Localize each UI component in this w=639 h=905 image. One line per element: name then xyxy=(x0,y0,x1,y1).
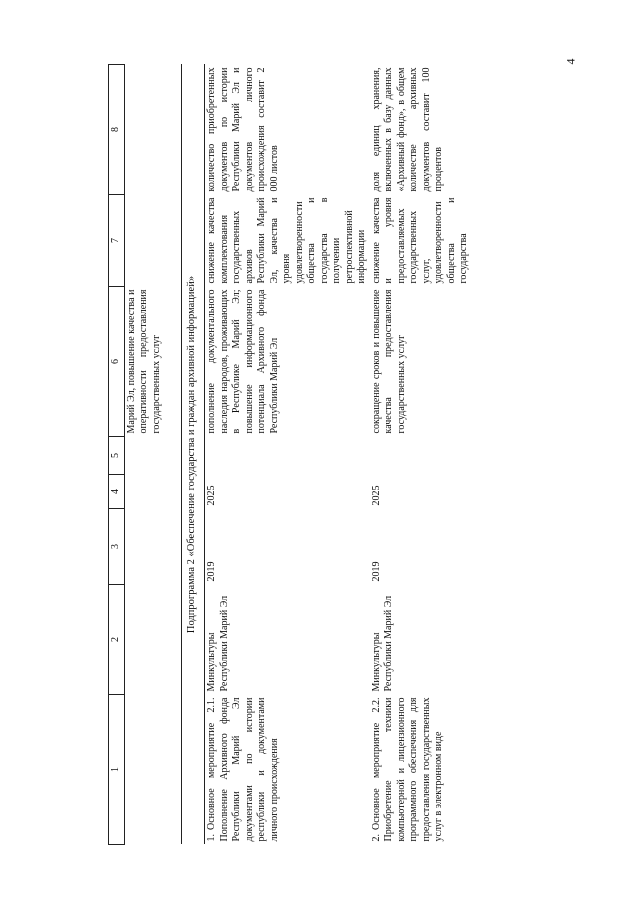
executor-cell: Минкультуры Республики Марий Эл xyxy=(370,595,394,692)
measure-text: Основное мероприятие 2.1. Пополнение Архивного фонда Республики Марий Эл документами по истории республики и документами личного происхождения xyxy=(206,697,280,842)
table-row xyxy=(205,65,370,845)
column-number: 4 xyxy=(109,475,125,509)
column-number: 2 xyxy=(109,585,125,695)
result-cell: сокращение сроков и повышение качества предоставления государственных услуг xyxy=(370,289,407,434)
column-number: 3 xyxy=(109,509,125,585)
rotated-table-page xyxy=(108,65,628,845)
table-row xyxy=(370,65,492,845)
program-table xyxy=(108,64,492,845)
start-year-cell: 2019 xyxy=(370,561,382,582)
continuation-row xyxy=(124,65,181,845)
result-cell: пополнение документального наследия народов, проживающих в Республике Марий Эл; повышение информационного потенциала Архивного фонда Республики Марий Эл xyxy=(206,289,280,434)
indicator-cell: количество приобретенных документов по истории Республики Марий Эл и документов личного происхождения составит 2 000 листов xyxy=(206,67,280,192)
measure-text: Основное мероприятие 2.2. Приобретение техники компьютерной и лицензионного программного обеспечения для предоставления государственных услуг в электронном виде xyxy=(370,697,444,842)
indicator-cell: доля единиц хранения, включенных в базу данных «Архивный фонд», в общем количестве архивных документов составит 100 процентов xyxy=(370,67,444,192)
column-number: 5 xyxy=(109,437,125,475)
end-year-cell: 2025 xyxy=(206,485,217,506)
column-number: 8 xyxy=(109,65,125,195)
column-number: 1 xyxy=(109,695,125,845)
consequences-cell: снижение качества комплектования государственных архивов Республики Марий Эл, качества и уровня удовлетворенности общества и государства в получении ретроспективной информации xyxy=(206,197,367,284)
row-number: 1. xyxy=(206,834,217,842)
measure-cell xyxy=(370,695,492,845)
subprogram-title: Подпрограмма 2 «Обеспечение государства и граждан архивной информацией» xyxy=(181,65,205,845)
start-year-cell: 2019 xyxy=(206,561,217,582)
page-number: 4 xyxy=(563,58,578,65)
measure-cell xyxy=(205,695,370,845)
row-number: 2. xyxy=(370,834,382,842)
column-number: 7 xyxy=(109,195,125,287)
column-number: 6 xyxy=(109,287,125,437)
subprogram-row xyxy=(181,65,205,845)
column-number-row xyxy=(109,65,125,845)
end-year-cell: 2025 xyxy=(370,485,382,506)
executor-cell: Минкультуры Республики Марий Эл xyxy=(206,595,230,692)
continuation-cell: Марий Эл, повышение качества и оперативности предоставления государственных услуг xyxy=(125,289,162,434)
consequences-cell: снижение качества и уровня предоставляемых государственных услуг, удовлетворенности общества и государства xyxy=(370,197,469,284)
